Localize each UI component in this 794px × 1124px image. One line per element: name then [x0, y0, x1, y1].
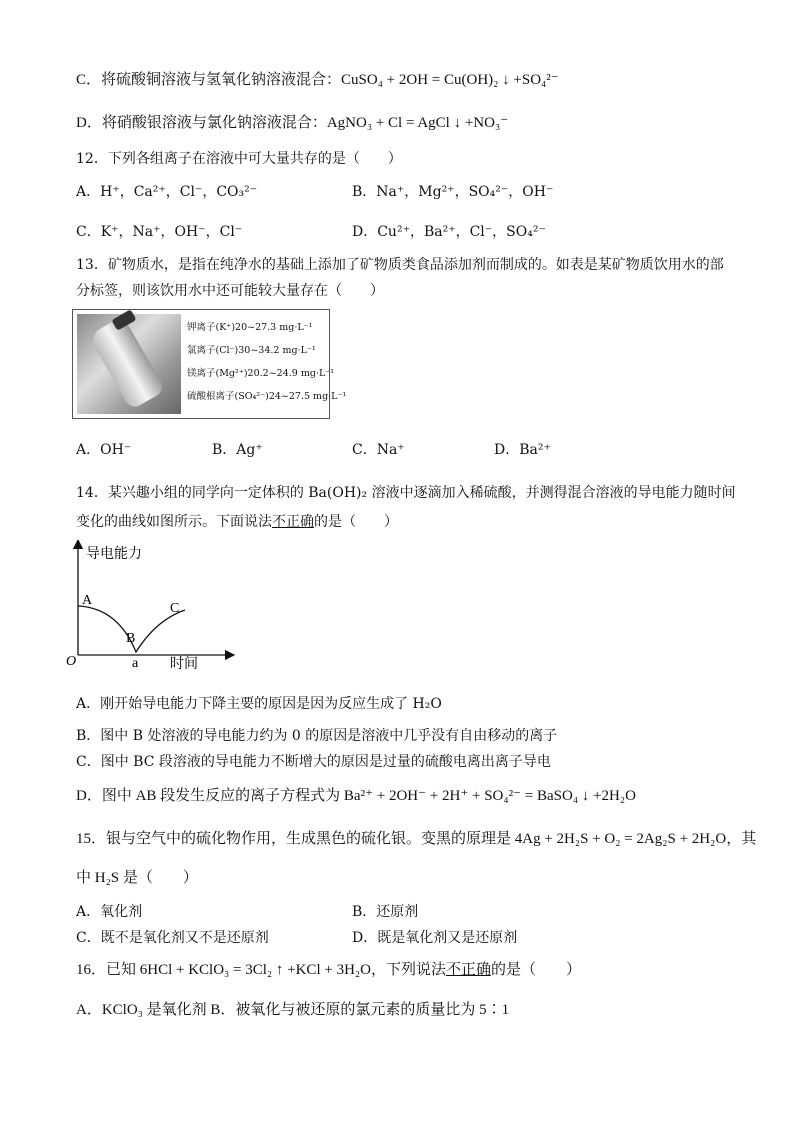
q15-option-d[interactable]: D．既是氧化剂又是还原剂: [352, 930, 518, 946]
point-c-label: C: [170, 601, 180, 616]
q14-option-a[interactable]: A．刚开始导电能力下降主要的原因是因为反应生成了 H₂O: [76, 696, 442, 712]
q15-stem-line1: 15．银与空气中的硫化物作用，生成黑色的硫化银。变黑的原理是 4Ag + 2H₂S + O₂ = 2Ag₂S + 2H₂O，其: [76, 831, 757, 847]
q12-option-b[interactable]: B．Na⁺，Mg²⁺，SO₄²⁻，OH⁻: [352, 184, 554, 200]
q14-option-c[interactable]: C．图中 BC 段溶液的导电能力不断增大的原因是过量的硫酸电离出离子导电: [76, 754, 551, 770]
label-potassium: 钾离子(K⁺)20~27.3 mg·L⁻¹: [187, 322, 313, 333]
q13-option-a[interactable]: A．OH⁻: [76, 442, 132, 458]
q11-option-c: C．将硫酸铜溶液与氢氧化钠溶液混合：CuSO₄ + 2OH = Cu(OH)₂ ↓ +SO₄²⁻: [76, 72, 559, 88]
q15-option-c[interactable]: C．既不是氧化剂又不是还原剂: [76, 930, 269, 946]
x-tick-a: a: [132, 656, 139, 671]
q13-option-c[interactable]: C．Na⁺: [352, 442, 405, 458]
point-b-label: B: [126, 631, 136, 646]
mineral-water-label: [72, 309, 347, 419]
y-axis-label: 导电能力: [86, 547, 142, 562]
x-axis-label: 时间: [170, 657, 198, 672]
q14-option-d[interactable]: D．图中 AB 段发生反应的离子方程式为 Ba²⁺ + 2OH⁻ + 2H⁺ + SO₄²⁻ = BaSO₄ ↓ +2H₂O: [76, 788, 636, 804]
conductivity-graph: [60, 540, 240, 675]
bottle-photo: [77, 314, 181, 414]
q16-option-ab[interactable]: A．KClO₃ 是氧化剂 B．被氧化与被还原的氯元素的质量比为 5∶1: [76, 1002, 510, 1018]
q13-option-d[interactable]: D．Ba²⁺: [494, 442, 551, 458]
q12-stem: 12．下列各组离子在溶液中可大量共存的是（ ）: [76, 151, 402, 167]
q13-option-b[interactable]: B．Ag⁺: [212, 442, 263, 458]
point-a-label: A: [82, 593, 93, 608]
q14-option-b[interactable]: B．图中 B 处溶液的导电能力约为 0 的原因是溶液中几乎没有自由移动的离子: [76, 728, 558, 744]
q12-option-d[interactable]: D．Cu²⁺，Ba²⁺，Cl⁻，SO₄²⁻: [352, 224, 546, 240]
q11-option-d: D．将硝酸银溶液与氯化钠溶液混合：AgNO₃ + Cl = AgCl ↓ +NO₃⁻: [76, 115, 509, 131]
label-magnesium: 镁离子(Mg²⁺)20.2~24.9 mg·L⁻¹: [187, 368, 335, 379]
label-chloride: 氯离子(Cl⁻)30~34.2 mg·L⁻¹: [187, 345, 316, 356]
origin-label: O: [66, 654, 77, 669]
q15-stem-line2: 中 H₂S 是（ ）: [76, 870, 198, 886]
q12-option-a[interactable]: A．H⁺，Ca²⁺，Cl⁻，CO₃²⁻: [76, 184, 258, 200]
q15-option-a[interactable]: A．氧化剂: [76, 904, 143, 920]
q14-stem-line1: 14．某兴趣小组的同学向一定体积的 Ba(OH)₂ 溶液中逐滴加入稀硫酸，并测得混合溶液的导电能力随时间: [76, 485, 736, 501]
q16-stem: 16．已知 6HCl + KClO₃ = 3Cl₂ ↑ +KCl + 3H₂O，下列说法不正确的是（ ）: [76, 962, 581, 978]
label-sulfate: 硫酸根离子(SO₄²⁻)24~27.5 mg·L⁻¹: [187, 391, 347, 402]
underline-not-correct-16: 不正确: [445, 962, 491, 978]
q13-stem-line1: 13．矿物质水，是指在纯净水的基础上添加了矿物质类食品添加剂而制成的。如表是某矿物质饮用水的部: [76, 257, 724, 273]
q13-stem-line2: 分标签，则该饮用水中还可能较大量存在（ ）: [76, 283, 384, 299]
q12-option-c[interactable]: C．K⁺，Na⁺，OH⁻，Cl⁻: [76, 224, 243, 240]
underline-not-correct: 不正确: [272, 514, 314, 530]
q14-stem-line2: 变化的曲线如图所示。下面说法不正确的是（ ）: [76, 514, 398, 530]
q15-option-b[interactable]: B．还原剂: [352, 904, 419, 920]
